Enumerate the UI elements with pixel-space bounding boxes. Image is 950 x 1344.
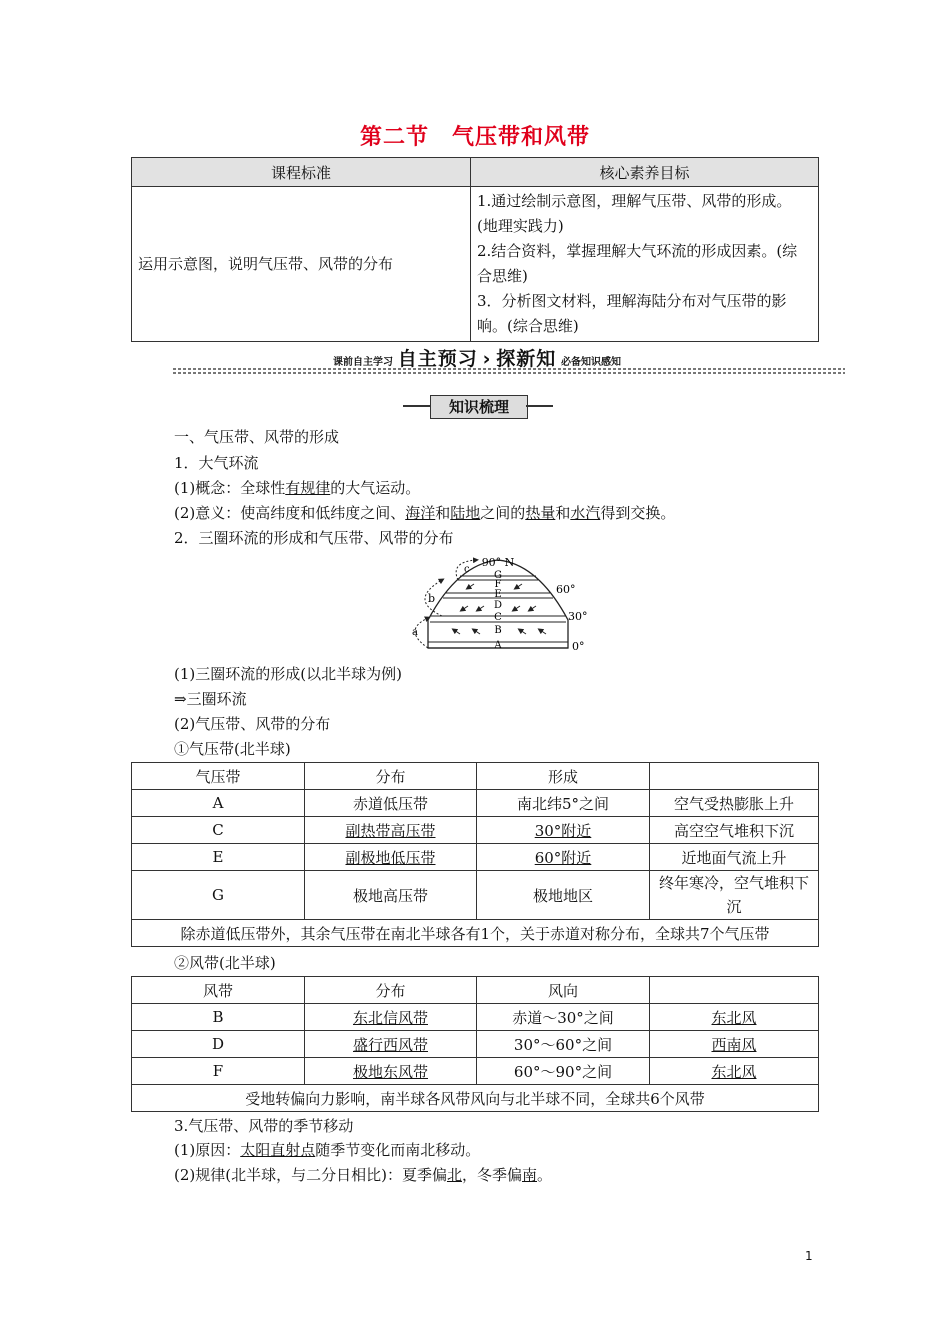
- wt-header-1: 风带: [132, 977, 305, 1004]
- cell-a: a: [412, 627, 418, 638]
- wt-footer: 受地转偏向力影响，南半球各风带风向与北半球不同，全球共6个风带: [132, 1085, 819, 1112]
- pt-header-3: 形成: [477, 763, 650, 790]
- wind-heading: ②风带(北半球): [174, 954, 276, 972]
- pt-header-1: 气压带: [132, 763, 305, 790]
- table-row: F 极地东风带 60°～90°之间 东北风: [132, 1058, 819, 1085]
- goal-1: 1.通过绘制示意图，理解气压带、风带的形成。(地理实践力): [477, 192, 792, 235]
- knowledge-label: 知识梳理: [430, 395, 528, 419]
- lat-30: 30°: [568, 610, 588, 623]
- meaning-line: (2)意义：使高纬度和低纬度之间、海洋和陆地之间的热量和水汽得到交换。: [174, 504, 676, 522]
- heading-1-1: 1．大气环流: [174, 454, 259, 472]
- goal-3: 3．分析图文材料，理解海陆分布对气压带的影响。(综合思维): [477, 292, 787, 335]
- heading-1-2: 2．三圈环流的形成和气压带、风带的分布: [174, 529, 454, 547]
- section-banner: [173, 344, 845, 374]
- pt-header-4: [650, 763, 819, 790]
- header-standard: 课程标准: [132, 158, 471, 187]
- diagram-letter-f: F: [494, 579, 502, 590]
- pressure-heading: ①气压带(北半球): [174, 740, 291, 758]
- diagram-letter-c: C: [494, 612, 502, 623]
- standards-table: [131, 157, 819, 342]
- goals-cell: [471, 187, 819, 342]
- reason-line: (1)原因：太阳直射点随季节变化而南北移动。: [174, 1141, 481, 1159]
- three-cell-line: ⇒三圈环流: [174, 690, 247, 708]
- rule-line: (2)规律(北半球，与二分日相比)：夏季偏北，冬季偏南。: [174, 1166, 553, 1184]
- cell-b: b: [428, 592, 436, 605]
- header-goals: 核心素养目标: [471, 158, 819, 187]
- diagram-letter-e: E: [494, 589, 502, 600]
- diagram-letter-a: A: [494, 640, 502, 651]
- goal-2: 2.结合资料，掌握理解大气环流的形成因素。(综合思维): [477, 242, 798, 285]
- banner-right: 必备知识感知: [561, 357, 621, 368]
- pt-footer: 除赤道低压带外，其余气压带在南北半球各有1个，关于赤道对称分布，全球共7个气压带: [132, 920, 819, 947]
- table-row: C 副热带高压带 30°附近 高空空气堆积下沉: [132, 817, 819, 844]
- banner-main-1: 自主预习: [397, 348, 478, 370]
- heading-1-3: 3.气压带、风带的季节移动: [174, 1117, 354, 1135]
- diagram-top-label: 90° N: [481, 556, 515, 569]
- banner-left: 课前自主学习: [333, 357, 393, 368]
- table-row: D 盛行西风带 30°～60°之间 西南风: [132, 1031, 819, 1058]
- banner-arrow: ›: [482, 348, 492, 370]
- banner-main-2: 探新知: [496, 348, 557, 370]
- heading-1: 一、气压带、风带的形成: [174, 428, 340, 446]
- circulation-diagram: [398, 550, 598, 656]
- diagram-letter-g: G: [494, 570, 502, 581]
- table-row: B 东北信风带 赤道～30°之间 东北风: [132, 1004, 819, 1031]
- distribution-line: (2)气压带、风带的分布: [174, 715, 331, 733]
- wind-table: [131, 976, 819, 1112]
- table-row: E 副极地低压带 60°附近 近地面气流上升: [132, 844, 819, 871]
- knowledge-header: [403, 395, 553, 419]
- diagram-letter-b: B: [494, 625, 502, 636]
- page-title: 第二节 气压带和风带: [359, 125, 590, 150]
- cell-c: c: [464, 564, 470, 575]
- formation-line: (1)三圈环流的形成(以北半球为例): [174, 665, 402, 683]
- table-row: G 极地高压带 极地地区 终年寒冷，空气堆积下沉: [132, 871, 819, 920]
- wt-header-2: 分布: [305, 977, 477, 1004]
- page-number: 1: [805, 1249, 813, 1263]
- wt-header-3: 风向: [477, 977, 650, 1004]
- concept-line: (1)概念：全球性有规律的大气运动。: [174, 479, 421, 497]
- pt-header-2: 分布: [305, 763, 477, 790]
- lat-0: 0°: [572, 640, 585, 653]
- table-row: A 赤道低压带 南北纬5°之间 空气受热膨胀上升: [132, 790, 819, 817]
- standard-cell: 运用示意图，说明气压带、风带的分布: [132, 187, 471, 342]
- wt-header-4: [650, 977, 819, 1004]
- pressure-table: [131, 762, 819, 947]
- diagram-letter-d: D: [493, 600, 503, 611]
- lat-60: 60°: [556, 583, 576, 596]
